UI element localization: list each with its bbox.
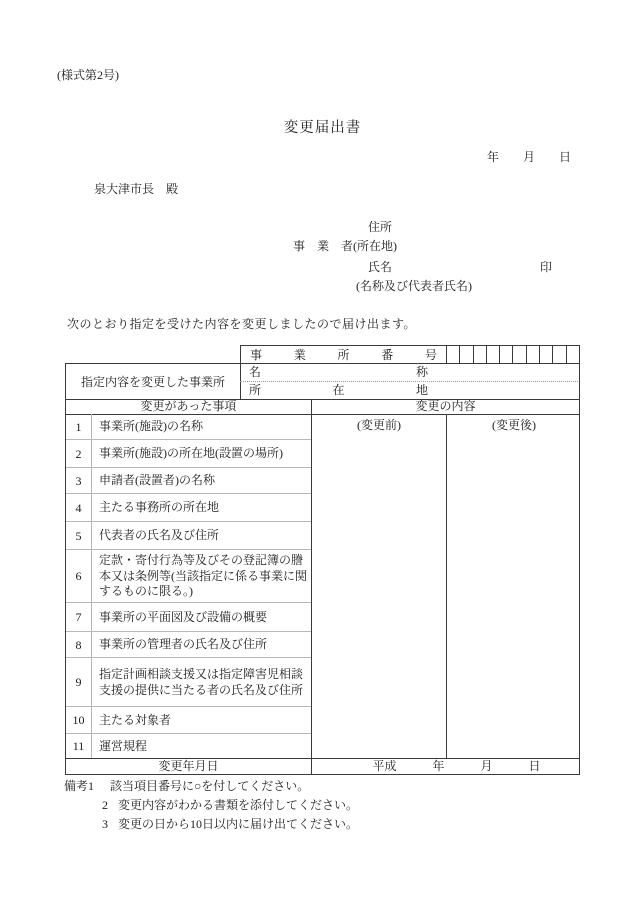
office-number-cell	[486, 346, 499, 363]
note-text: 変更の日から10日以内に届け出てください。	[118, 817, 359, 831]
item-number: 3	[66, 468, 92, 493]
items-header: 変更があった事項	[66, 400, 312, 414]
item-label: 指定計画相談支援又は指定障害児相談支援の提供に当たる者の氏名及び住所	[99, 667, 304, 697]
notes	[64, 778, 358, 835]
table-row	[66, 550, 311, 603]
intro-sentence: 次のとおり指定を受けた内容を変更しましたので届け出ます。	[67, 317, 417, 331]
table-row	[66, 468, 311, 494]
applicant-address-label: 住所	[368, 220, 393, 234]
before-change-label: (変更前)	[357, 418, 401, 432]
item-label: 主たる対象者	[99, 712, 172, 727]
item-label: 主たる事務所の所在地	[99, 500, 220, 515]
items-list	[66, 414, 312, 758]
office-name-label: 名称	[249, 365, 428, 379]
office-number-cell	[473, 346, 486, 363]
office-number-cell	[526, 346, 539, 363]
form-number: (様式第2号)	[57, 68, 119, 82]
item-label: 事業所の管理者の氏名及び住所	[99, 637, 268, 652]
seal-mark: 印	[540, 260, 553, 274]
table-row	[66, 632, 311, 658]
after-change-cell	[446, 414, 581, 758]
item-number: 10	[66, 707, 92, 733]
table-header-row	[65, 399, 580, 415]
before-change-cell	[312, 414, 446, 758]
note-marker: 2	[102, 798, 108, 812]
page-title: 変更届出書	[283, 120, 362, 136]
item-number: 11	[66, 734, 92, 758]
note-text: 該当項目番号に○を付してください。	[110, 779, 310, 793]
office-number-row	[240, 345, 580, 364]
changed-office-label: 指定内容を変更した事業所	[65, 363, 241, 400]
item-label: 運営規程	[99, 738, 148, 753]
table-row	[66, 494, 311, 522]
office-address-label: 所在地	[249, 383, 428, 397]
applicant-name-label: 氏名	[368, 260, 393, 274]
office-number-cell	[512, 346, 525, 363]
table-row	[66, 707, 311, 734]
note-marker: 備考1	[64, 779, 95, 793]
table-row	[66, 734, 311, 758]
office-number-cell	[459, 346, 472, 363]
item-label: 事業所の平面図及び設備の概要	[99, 609, 268, 624]
office-number-cell	[539, 346, 552, 363]
office-number-cells	[447, 346, 579, 363]
table-row	[66, 658, 311, 707]
note-text: 変更内容がわかる書類を添付してください。	[118, 798, 359, 812]
change-table	[65, 345, 580, 775]
change-date-value: 平成 年 月 日	[372, 759, 541, 773]
content-header: 変更の内容	[415, 399, 476, 413]
item-label: 申請者(設置者)の名称	[99, 473, 215, 488]
office-number-cell	[447, 346, 459, 363]
table-row	[66, 414, 311, 440]
table-row	[66, 522, 311, 550]
office-address-row	[240, 381, 580, 399]
item-number: 2	[66, 440, 92, 467]
item-number: 4	[66, 494, 92, 521]
addressee: 泉大津市長 殿	[94, 182, 179, 196]
note-line	[64, 778, 358, 797]
item-number: 6	[66, 550, 92, 602]
table-row	[66, 603, 311, 632]
date-line: 年 月 日	[487, 150, 572, 164]
applicant-entity-label: 事 業 者(所在地)	[293, 239, 397, 253]
note-line	[102, 816, 358, 835]
office-number-cell	[566, 346, 579, 363]
applicant-name-note: (名称及び代表者氏名)	[356, 279, 472, 293]
items-area	[65, 414, 580, 758]
item-number: 9	[66, 658, 92, 706]
item-label: 代表者の氏名及び住所	[99, 528, 220, 543]
office-number-cell	[552, 346, 565, 363]
table-row	[66, 440, 311, 468]
item-number: 1	[66, 414, 92, 439]
item-label: 事業所(施設)の名称	[99, 419, 203, 434]
item-number: 8	[66, 632, 92, 657]
item-number: 7	[66, 603, 92, 631]
item-label: 事業所(施設)の所在地(設置の場所)	[99, 446, 283, 461]
note-line	[102, 797, 358, 816]
change-date-label: 変更年月日	[66, 759, 312, 774]
note-marker: 3	[102, 817, 108, 831]
after-change-label: (変更後)	[492, 418, 536, 432]
office-number-label: 事業所番号	[241, 346, 447, 363]
item-number: 5	[66, 522, 92, 549]
item-label: 定款・寄付行為等及びその登記簿の謄本又は条例等(当該指定に係る事業に関するものに限る。)	[99, 553, 307, 599]
office-number-cell	[499, 346, 512, 363]
office-name-row	[240, 363, 580, 382]
change-date-row	[65, 758, 580, 775]
